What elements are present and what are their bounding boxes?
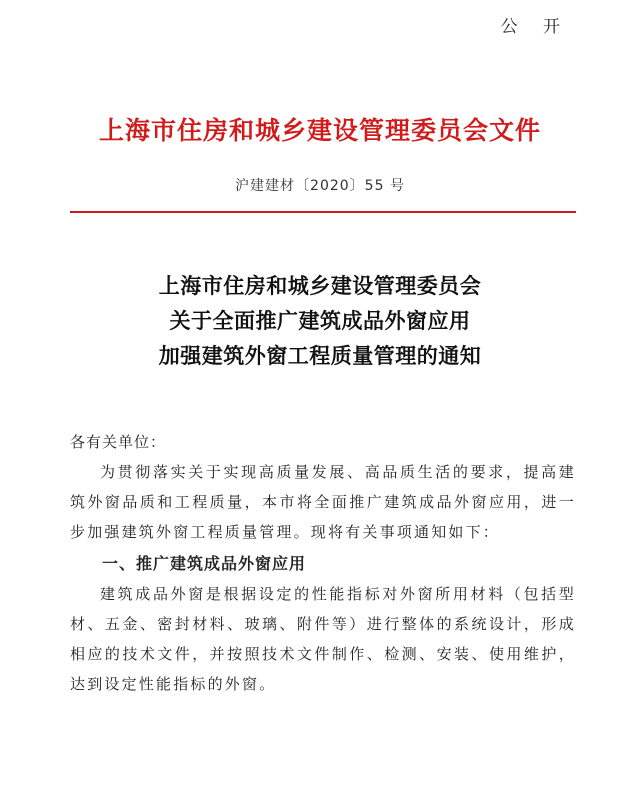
document-title [0, 268, 640, 373]
salutation: 各有关单位： [70, 433, 167, 451]
red-divider-rule [70, 211, 576, 213]
document-number: 沪建建材〔2020〕55 号 [235, 178, 405, 194]
issuer-heading: 上海市住房和城乡建设管理委员会文件 [98, 116, 541, 145]
classification-label: 公 开 [500, 17, 570, 37]
section-1-paragraph: 建筑成品外窗是根据设定的性能指标对外窗所用材料（包括型材、五金、密封材料、玻璃、附件等）进行整体的系统设计，形成相应的技术文件，并按照技术文件制作、检测、安装、使用维护，达到设定性能指标的外窗。 [70, 585, 576, 693]
section-1-heading: 一、推广建筑成品外窗应用 [102, 554, 307, 573]
title-line-2: 关于全面推广建筑成品外窗应用 [169, 308, 471, 333]
intro-paragraph: 为贯彻落实关于实现高质量发展、高品质生活的要求，提高建筑外窗品质和工程质量，本市将全面推广建筑成品外窗应用，进一步加强建筑外窗工程质量管理。现将有关事项通知如下： [70, 463, 576, 541]
document-body [70, 427, 576, 699]
title-line-1: 上海市住房和城乡建设管理委员会 [158, 273, 482, 298]
title-line-3: 加强建筑外窗工程质量管理的通知 [158, 343, 482, 368]
